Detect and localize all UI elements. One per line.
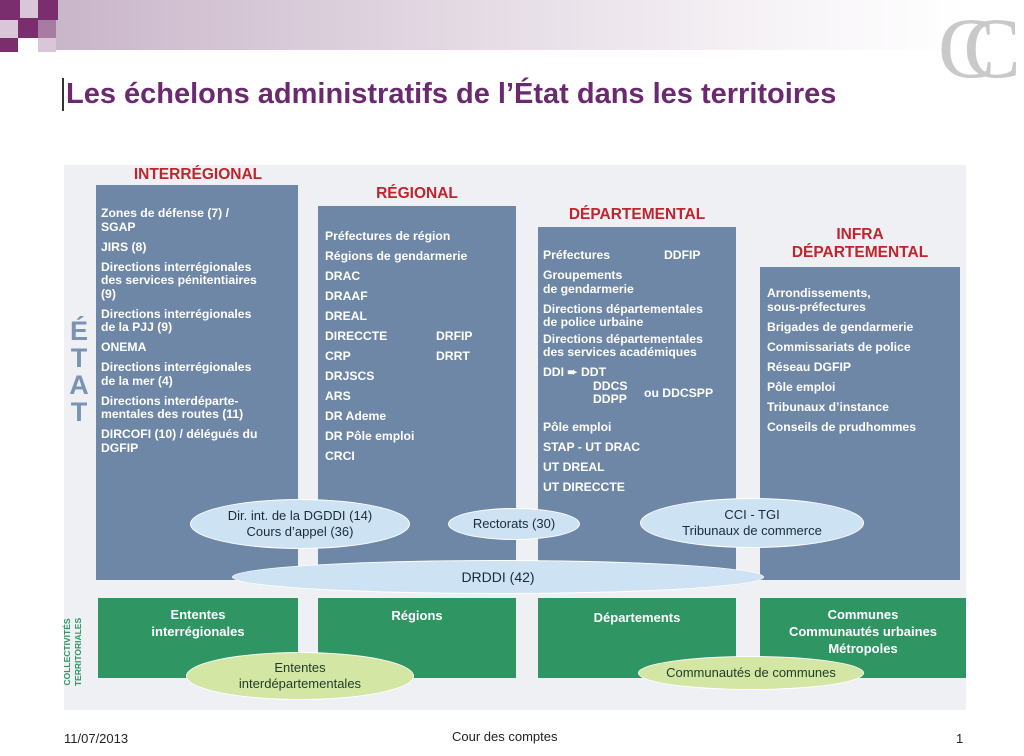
- header-regional: RÉGIONAL: [376, 185, 458, 202]
- list-item: Directions interdéparte-: [101, 393, 239, 408]
- header-square-decoration: [0, 20, 18, 38]
- list-item: Commissariats de police: [767, 339, 911, 354]
- list-item: DRAAF: [325, 289, 368, 303]
- list-item: Directions départementales: [543, 301, 703, 316]
- list-item: Préfectures de région: [325, 229, 451, 243]
- list-item: Conseils de prudhommes: [767, 419, 916, 434]
- header-departemental: DÉPARTEMENTAL: [568, 206, 706, 223]
- list-item: Régions de gendarmerie: [325, 249, 468, 263]
- header-gradient-bar: [56, 0, 966, 50]
- list-item: Pôle emploi: [543, 419, 612, 434]
- list-item: Groupements: [543, 268, 623, 282]
- ellipse-dgddi: Dir. int. de la DGDDI (14) Cours d’appel (36): [190, 499, 410, 549]
- header-infra-departemental: INFRA DÉPARTEMENTAL: [791, 226, 929, 261]
- list-item: Directions interrégionales: [101, 360, 252, 374]
- list-item: de gendarmerie: [543, 281, 634, 296]
- list-item: DDPP: [593, 392, 627, 406]
- box-communes: Communes Communautés urbaines Métropoles: [760, 598, 966, 678]
- footer-title: Cour des comptes: [452, 729, 558, 744]
- list-item: Préfectures DDFIP: [543, 248, 701, 262]
- list-item: JIRS (8): [101, 239, 147, 254]
- arrow-right-icon: ➨: [567, 365, 578, 379]
- list-item: Tribunaux d’instance: [767, 399, 889, 414]
- header-interregional: INTERRÉGIONAL: [133, 166, 263, 183]
- list-item: DR Pôle emploi: [325, 429, 415, 443]
- cour-des-comptes-logo: CC: [938, 0, 989, 96]
- ellipse-ententes-interdepartementales: Ententes interdépartementales: [186, 652, 414, 700]
- ellipse-cci-tgi: CCI - TGI Tribunaux de commerce: [640, 498, 864, 548]
- etat-label: É T A T: [69, 316, 89, 427]
- header-square-decoration: [18, 18, 38, 38]
- header-square-decoration: [38, 20, 56, 38]
- list-item: de la mer (4): [101, 373, 173, 388]
- ellipse-communautes-de-communes: Communautés de communes: [638, 656, 864, 690]
- box-regions: Régions: [318, 598, 516, 678]
- header-square-decoration: [0, 0, 20, 20]
- list-item: CRP DRRT: [325, 349, 470, 363]
- list-item: DGFIP: [101, 440, 139, 455]
- box-ententes-interregionales: Ententes interrégionales: [98, 598, 298, 678]
- list-item: STAP - UT DRAC: [543, 439, 641, 454]
- list-item: UT DREAL: [543, 459, 605, 474]
- footer-date: 11/07/2013: [64, 731, 129, 746]
- list-item: des services pénitentiaires: [101, 273, 257, 287]
- list-item: CRCI: [325, 449, 355, 463]
- header-square-decoration: [38, 0, 58, 20]
- collectivites-territoriales-label: COLLECTIVITÉS TERRITORIALES: [62, 617, 83, 687]
- list-item: DDI ➨ DDT: [543, 365, 607, 379]
- ellipse-drddi: DRDDI (42): [232, 560, 764, 594]
- list-item: SGAP: [101, 219, 136, 234]
- list-item: DR Ademe: [325, 409, 387, 423]
- list-item: Directions interrégionales: [101, 306, 252, 321]
- list-item: de la PJJ (9): [101, 320, 173, 334]
- list-item: DREAL: [325, 309, 367, 323]
- box-departements: Départements: [538, 598, 736, 678]
- list-item: mentales des routes (11): [101, 407, 244, 421]
- list-item: DIRCOFI (10) / délégués du: [101, 427, 258, 441]
- header-square-decoration: [38, 38, 56, 52]
- list-item: Directions interrégionales: [101, 259, 252, 274]
- list-item: Pôle emploi: [767, 379, 836, 394]
- list-item: Zones de défense (7) /: [101, 206, 229, 220]
- list-item: UT DIRECCTE: [543, 479, 625, 494]
- list-item: Arrondissements,: [767, 286, 871, 300]
- list-item: Réseau DGFIP: [767, 359, 851, 374]
- header-square-decoration: [0, 38, 18, 52]
- list-item: ONEMA: [101, 340, 147, 354]
- ellipse-rectorats: Rectorats (30): [448, 508, 580, 540]
- list-item: ARS: [325, 389, 351, 403]
- list-item: DDCS ou DDCSPP: [593, 378, 714, 400]
- list-item: DIRECCTE DRFIP: [325, 329, 473, 343]
- list-item: des services académiques: [543, 345, 697, 359]
- list-item: Brigades de gendarmerie: [767, 319, 914, 334]
- header-square-decoration: [20, 0, 38, 18]
- page-title: Les échelons administratifs de l’État dans les territoires: [62, 78, 836, 111]
- footer-page-number: 1: [956, 731, 964, 746]
- list-item: Directions départementales: [543, 331, 703, 346]
- list-item: DRAC: [325, 269, 361, 283]
- list-item: sous-préfectures: [767, 299, 866, 314]
- list-item: de police urbaine: [543, 315, 644, 329]
- list-item: (9): [101, 286, 116, 301]
- list-item: DRJSCS: [325, 369, 375, 383]
